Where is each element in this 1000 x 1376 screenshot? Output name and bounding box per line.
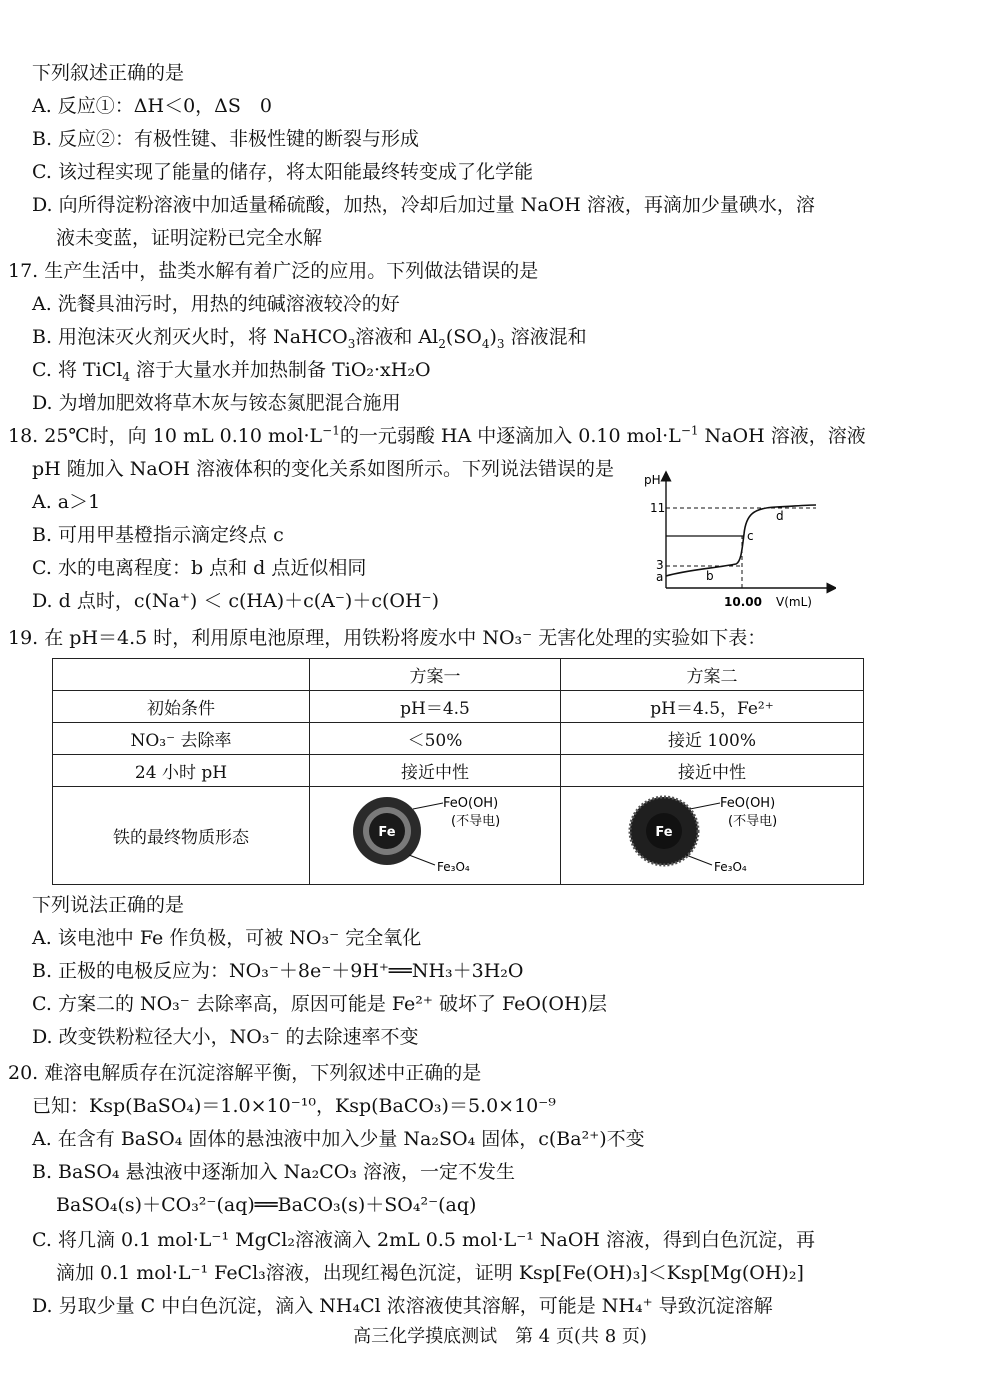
fe-core-label: Fe (378, 825, 396, 840)
y-tick-3: 3 (656, 558, 664, 572)
q18-option-b: B. 可用甲基橙指示滴定终点 c (32, 524, 284, 546)
q19-option-a: A. 该电池中 Fe 作负极，可被 NO₃⁻ 完全氧化 (32, 927, 422, 949)
q17-option-a: A. 洗餐具油污时，用热的纯碱溶液较冷的好 (32, 293, 400, 315)
table-header-blank (53, 659, 310, 691)
y-tick-11: 11 (650, 501, 666, 515)
q20-stem: 20. 难溶电解质存在沉淀溶解平衡，下列叙述中正确的是 (8, 1062, 482, 1084)
q19-post-stem: 下列说法正确的是 (32, 894, 185, 916)
q19-stem: 19. 在 pH＝4.5 时，利用原电池原理，用铁粉将废水中 NO₃⁻ 无害化处理的实验如下表： (8, 627, 767, 649)
q16-option-d-line1: D. 向所得淀粉溶液中加适量稀硫酸，加热，冷却后加过量 NaOH 溶液，再滴加少量碘水，溶 (32, 194, 815, 216)
table-cell-iron-form-label: 铁的最终物质形态 (53, 787, 310, 885)
q16-option-c: C. 该过程实现了能量的储存，将太阳能最终转变成了化学能 (32, 161, 533, 183)
q18-option-a: A. a＞1 (32, 491, 101, 513)
x-tick-10: 10.00 (724, 595, 762, 609)
iron-particle-diagram-plan1 (325, 787, 545, 879)
q20-option-b-line1: B. BaSO₄ 悬浊液中逐渐加入 Na₂CO₃ 溶液，一定不发生 (32, 1161, 515, 1183)
point-a-label: a (656, 570, 664, 584)
q19-option-c: C. 方案二的 NO₃⁻ 去除率高，原因可能是 Fe²⁺ 破坏了 FeO(OH)层 (32, 993, 607, 1015)
feooh-label: FeO(OH) (720, 796, 776, 811)
table-header-plan1: 方案一 (310, 659, 561, 691)
q18-stem-line1: 18. 25℃时，向 10 mL 0.10 $mol\cdot L^{-1}$的一元弱酸 HA 中逐滴加入 0.10 $mol\cdot L^{-1}$ NaOH 溶液，溶液 (8, 423, 866, 447)
table-header-plan2: 方案二 (561, 659, 864, 691)
table-cell: NO₃⁻ 去除率 (53, 723, 310, 755)
q20-option-b-line2: BaSO₄(s)＋CO₃²⁻(aq)══BaCO₃(s)＋SO₄²⁻(aq) (56, 1194, 477, 1216)
q18-option-d: D. d 点时，c(Na⁺) ＜ c(HA)＋c(A⁻)＋c(OH⁻) (32, 590, 439, 612)
q20-option-a: A. 在含有 BaSO₄ 固体的悬浊液中加入少量 Na₂SO₄ 固体，c(Ba²⁺)不变 (32, 1128, 645, 1150)
table-cell: 初始条件 (53, 691, 310, 723)
table-row (53, 755, 864, 787)
fe3o4-label: Fe₃O₄ (714, 860, 747, 874)
table-cell: pH＝4.5，Fe²⁺ (561, 691, 864, 723)
iron-particle-diagram-plan2 (602, 787, 822, 879)
table-row (53, 691, 864, 723)
table-cell: 24 小时 pH (53, 755, 310, 787)
q20-option-d: D. 另取少量 C 中白色沉淀，滴入 NH₄Cl 浓溶液使其溶解，可能是 NH₄⁺ 导致沉淀溶解 (32, 1295, 773, 1317)
nonconductive-label: (不导电) (451, 814, 501, 829)
table-row (53, 723, 864, 755)
point-c-label: c (747, 529, 754, 543)
point-b-label: b (706, 569, 714, 583)
table-cell-plan1-diagram (310, 787, 561, 885)
table-cell: pH＝4.5 (310, 691, 561, 723)
q20-known: 已知：Ksp(BaSO₄)＝1.0×10⁻¹⁰，Ksp(BaCO₃)＝5.0×10⁻⁹ (32, 1095, 556, 1117)
y-axis-label: pH (644, 473, 661, 487)
table-cell: 接近中性 (561, 755, 864, 787)
q19-experiment-table (52, 658, 864, 885)
point-d-label: d (776, 509, 784, 523)
q18-stem-line2: pH 随加入 NaOH 溶液体积的变化关系如图所示。下列说法错误的是 (32, 458, 614, 480)
fe-core-label: Fe (655, 825, 673, 840)
q18-option-c: C. 水的电离程度：b 点和 d 点近似相同 (32, 557, 367, 579)
q20-option-c-line1: C. 将几滴 0.1 mol·L⁻¹ MgCl₂溶液滴入 2mL 0.5 mol·L⁻¹ NaOH 溶液，得到白色沉淀，再 (32, 1229, 816, 1251)
table-header-row (53, 659, 864, 691)
q16-stem: 下列叙述正确的是 (32, 62, 185, 84)
table-row (53, 787, 864, 885)
page-footer: 高三化学摸底测试 第 4 页(共 8 页) (353, 1326, 647, 1347)
q20-option-c-line2: 滴加 0.1 mol·L⁻¹ FeCl₃溶液，出现红褐色沉淀，证明 Ksp[Fe(OH)₃]＜Ksp[Mg(OH)₂] (56, 1262, 804, 1284)
table-cell: 接近中性 (310, 755, 561, 787)
q17-option-b: B. 用泡沫灭火剂灭火时，将 NaHCO$_3$溶液和 $Al_2(SO_4)_3$ 溶液混和 (32, 326, 587, 351)
nonconductive-label: (不导电) (728, 814, 778, 829)
q16-option-a: A. 反应①：ΔH＜0，ΔS 0 (32, 95, 273, 117)
titration-curve (666, 505, 816, 576)
table-cell: ＜50% (310, 723, 561, 755)
table-cell-plan2-diagram (561, 787, 864, 885)
q17-option-c: C. 将 TiCl$_4$ 溶于大量水并加热制备 TiO₂·xH₂O (32, 359, 431, 384)
x-axis-label: V(mL) (776, 595, 812, 609)
q17-option-d: D. 为增加肥效将草木灰与铵态氮肥混合施用 (32, 392, 401, 414)
q16-option-d-line2: 液未变蓝，证明淀粉已完全水解 (56, 227, 323, 249)
q19-option-d: D. 改变铁粉粒径大小，NO₃⁻ 的去除速率不变 (32, 1026, 419, 1048)
titration-graph (636, 470, 836, 620)
fe3o4-label: Fe₃O₄ (437, 860, 470, 874)
feooh-label: FeO(OH) (443, 796, 499, 811)
q16-option-b: B. 反应②：有极性键、非极性键的断裂与形成 (32, 128, 420, 150)
q17-stem: 17. 生产生活中，盐类水解有着广泛的应用。下列做法错误的是 (8, 260, 539, 282)
q19-option-b: B. 正极的电极反应为：NO₃⁻＋8e⁻＋9H⁺══NH₃＋3H₂O (32, 960, 524, 982)
table-cell: 接近 100% (561, 723, 864, 755)
